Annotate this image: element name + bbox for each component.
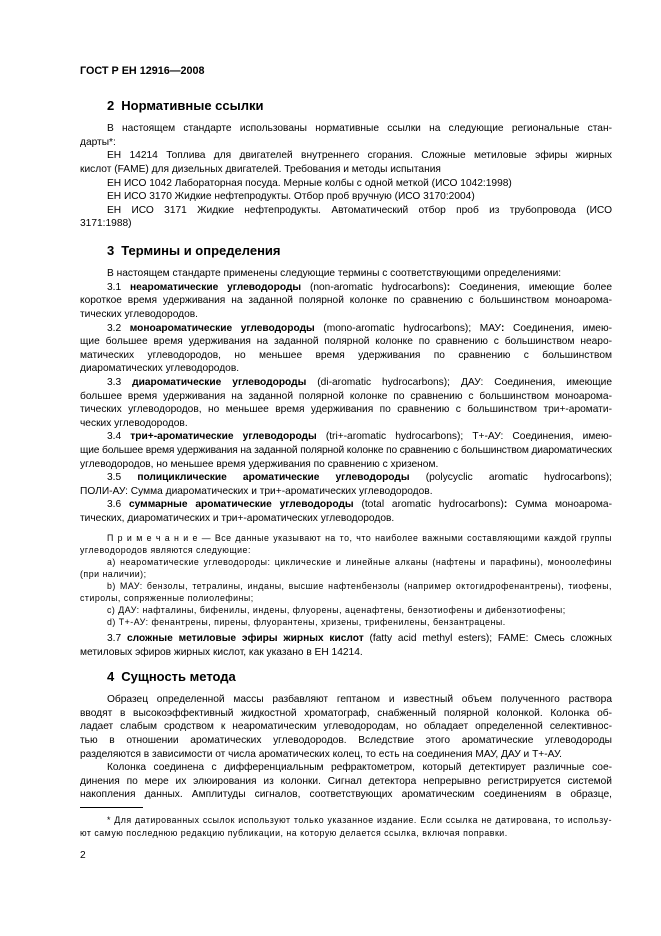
text-run: щие большее время удерживания на заданной полярной колонке по сравнению с большинством неаро- [80, 336, 612, 348]
text-line [80, 444, 612, 458]
text-line [80, 190, 612, 204]
paragraph [80, 498, 612, 525]
text-line [80, 707, 612, 721]
paragraph [80, 376, 612, 430]
text-run: матических углеводородов, но меньшее время удерживания по сравнению с большинством [80, 349, 612, 361]
text-line [80, 335, 612, 349]
paragraph [80, 632, 612, 659]
text-line [80, 788, 612, 802]
text-line [80, 204, 612, 218]
text-run: (fatty acid methyl esters); FAME: Смесь сложных [363, 633, 612, 645]
text-run: 3.5 [107, 472, 138, 484]
term-bold: полициклические ароматические углеводороды [137, 472, 410, 484]
text-run: d) Т+-АУ: фенантрены, пирены, флуорантены, хризены, трифенилены, бензантрацены. [107, 617, 506, 627]
text-run: углеводородов, но меньшее время удерживания по сравнению с хризеном. [80, 458, 439, 470]
text-run: большее время удерживания на заданной полярной колонке по сравнению с большинством моноарома- [80, 390, 612, 402]
text-line [80, 403, 612, 417]
text-line [80, 616, 612, 628]
text-line [80, 485, 612, 499]
page-number: 2 [80, 850, 86, 861]
paragraph [80, 430, 612, 471]
text-run: ческих углеводородов. [80, 417, 188, 429]
text-run: тических углеводородов, но меньшее время удерживания по сравнению с большинством три+-аромати- [80, 404, 612, 416]
text-line [80, 362, 612, 376]
text-line [80, 349, 612, 363]
section-number: 2 [107, 98, 115, 113]
text-line [80, 498, 612, 512]
text-run: накопления данных. Амплитуды сигналов, соответствующих ароматическим соединениям в образце, [80, 789, 612, 801]
text-run: тических, диароматических и три+-ароматических углеводородов. [80, 512, 395, 524]
section-heading [107, 243, 281, 259]
text-run: метиловых эфиров жирных кислот, как указано в ЕН 14214. [80, 646, 363, 658]
paragraph [80, 693, 612, 761]
paragraph [80, 616, 612, 628]
text-line [80, 512, 612, 526]
section-number: 3 [107, 243, 115, 258]
text-line [80, 748, 612, 762]
paragraph [80, 471, 612, 498]
text-line [80, 417, 612, 431]
text-run: разделяются в зависимости от числа ароматических колец, то есть на соединения МАУ, ДАУ и Т+-АУ. [80, 748, 562, 760]
text-run: ЕН ИСО 3171 Жидкие нефтепродукты. Автоматический отбор проб из трубопровода (ИСО [107, 204, 612, 216]
text-run: b) МАУ: бензолы, тетралины, инданы, высшие нафтенбензолы (например октогидрофенантрены), тиофены, [107, 581, 612, 591]
text-line [80, 580, 612, 592]
text-run: (tri+-aromatic hydrocarbons); Т+-АУ: Соединения, имею- [316, 431, 612, 443]
section-heading [107, 669, 236, 685]
text-run: 3.2 [107, 322, 130, 334]
text-line [80, 149, 612, 163]
section-body [80, 267, 612, 525]
text-run: ЕН ИСО 1042 Лабораторная посуда. Мерные колбы с одной меткой (ИСО 1042:1998) [107, 177, 512, 189]
text-line [80, 604, 612, 616]
text-run: щие большее время удерживания на заданной полярной колонке по сравнению с большинством диароматических [80, 444, 612, 456]
text-run: стиролы, сопряженные полиолефины; [80, 593, 254, 603]
note-block [80, 532, 612, 628]
text-line [80, 376, 612, 390]
text-line [80, 308, 612, 322]
text-line [80, 136, 612, 150]
text-line [80, 720, 612, 734]
text-line [80, 122, 612, 136]
text-line [80, 471, 612, 485]
paragraph [80, 580, 612, 604]
term-bold: : [503, 499, 508, 511]
text-run: П р и м е ч а н и е — Все данные указывают на то, что наиболее важными составляющими каждой группы [107, 533, 612, 543]
text-run: (mono-aromatic hydrocarbons); МАУ [314, 322, 502, 334]
text-run: c) ДАУ: нафталины, бифенилы, индены, флуорены, аценафтены, бензотиофены и дибензотиофены; [107, 605, 566, 615]
footnote-rule [80, 807, 143, 808]
section-title: Сущность метода [121, 669, 236, 684]
text-line [80, 592, 612, 604]
text-run: ют самую последнюю редакцию публикации, на которую делается ссылка, включая поправки. [80, 827, 508, 838]
text-line [80, 761, 612, 775]
section-heading [107, 98, 263, 114]
term-bold: три+-ароматические углеводороды [130, 431, 317, 443]
section-title: Термины и определения [121, 243, 281, 258]
term-bold: неароматические углеводороды [130, 281, 302, 293]
text-run: ладает слабым сродством к неароматическим углеводородам, но обладает определенной селективнос- [80, 721, 612, 733]
text-run: (polycyclic aromatic hydrocarbons); [409, 472, 612, 484]
text-run: * Для датированных ссылок используют только указанное издание. Если ссылка не датирована, то использу- [107, 814, 612, 825]
text-line [80, 177, 612, 191]
text-run: вводят в высокоэффективный жидкостной хроматограф, снабженный полярной колонкой. Колонка об- [80, 707, 612, 719]
text-run: ЕН ИСО 3170 Жидкие нефтепродукты. Отбор проб вручную (ИСО 3170:2004) [107, 191, 475, 203]
text-run: (di-aromatic hydrocarbons); ДАУ: Соединения, имеющие [306, 376, 613, 388]
section-body [80, 693, 612, 802]
text-line [80, 430, 612, 444]
text-line [80, 775, 612, 789]
text-run: Колонка соединена с дифференциальным рефрактометром, который детектирует различные сое- [107, 762, 612, 774]
term-bold: : [446, 281, 451, 293]
section-body [80, 632, 612, 659]
text-run: 3.1 [107, 281, 130, 293]
paragraph [80, 532, 612, 556]
text-run: a) неароматические углеводороды: циклические и линейные алканы (нафтены и парафины), моноолефины [107, 557, 612, 567]
text-run: В настоящем стандарте применены следующие термины с соответствующими определениями: [107, 268, 562, 280]
text-line [80, 163, 612, 177]
text-line [80, 390, 612, 404]
text-run: кислот (FAME) для дизельных двигателей. Требования и методы испытания [80, 163, 441, 175]
text-line [80, 568, 612, 580]
term-bold: суммарные ароматические углеводороды [128, 499, 354, 511]
text-line [80, 556, 612, 568]
text-line [80, 734, 612, 748]
text-line [80, 458, 612, 472]
footnote-block [80, 814, 612, 840]
text-line [80, 814, 612, 827]
section-title: Нормативные ссылки [121, 98, 264, 113]
paragraph [80, 122, 612, 149]
text-line [80, 693, 612, 707]
text-run: 3171:1988) [80, 218, 132, 230]
text-run: ЕН 14214 Топлива для двигателей внутреннего сгорания. Сложные метиловые эфиры жирных [107, 150, 612, 162]
section-body [80, 122, 612, 231]
text-run: тью в отношении ароматических углеводородов. Вследствие этого ароматические углеводороды [80, 734, 612, 746]
text-run: 3.6 [107, 499, 129, 511]
text-run: короткое время удерживания на заданной полярной колонке по сравнению с большинством моноарома- [80, 295, 612, 307]
text-line [80, 827, 612, 840]
text-run: (total aromatic hydrocarbons) [353, 499, 504, 511]
text-line [80, 322, 612, 336]
term-bold: : [501, 322, 505, 334]
paragraph [80, 204, 612, 231]
text-run: (non-aromatic hydrocarbons) [301, 281, 447, 293]
text-run: 3.3 [107, 376, 133, 388]
term-bold: сложные метиловые эфиры жирных кислот [126, 633, 364, 645]
text-run: 3.4 [107, 431, 131, 443]
text-run: 3.7 [107, 633, 127, 645]
paragraph [80, 149, 612, 176]
paragraph [80, 190, 612, 204]
paragraph [80, 281, 612, 322]
text-run: дарты*: [80, 136, 116, 148]
text-line [80, 544, 612, 556]
paragraph [80, 322, 612, 376]
text-line [80, 281, 612, 295]
paragraph [80, 604, 612, 616]
text-run: Соединения, имею- [504, 322, 612, 334]
text-run: динения по мере их элюирования из колонки. Сигнал детектора непрерывно регистрируется системой [80, 775, 612, 787]
term-bold: диароматические углеводороды [132, 376, 307, 388]
paragraph [80, 556, 612, 580]
text-run: Соединения, имеющие более [450, 281, 612, 293]
paragraph [80, 814, 612, 840]
document-code-header: ГОСТ Р ЕН 12916—2008 [80, 65, 205, 77]
text-run: тических углеводородов. [80, 308, 199, 320]
text-line [80, 532, 612, 544]
text-line [80, 267, 612, 281]
text-run: (при наличии); [80, 569, 147, 579]
text-line [80, 217, 612, 231]
text-line [80, 646, 612, 660]
text-run: Образец определенной массы разбавляют гептаном и известный объем полученного раствора [107, 694, 612, 706]
text-run: диароматических углеводородов. [80, 363, 240, 375]
paragraph [80, 761, 612, 802]
term-bold: моноароматические углеводороды [129, 322, 315, 334]
text-run: углеводородов являются следующие: [80, 545, 251, 555]
paragraph [80, 177, 612, 191]
text-run: В настоящем стандарте использованы нормативные ссылки на следующие региональные стан- [107, 123, 612, 135]
text-run: ПОЛИ-АУ: Сумма диароматических и три+-ароматических углеводородов. [80, 485, 433, 497]
text-line [80, 294, 612, 308]
section-number: 4 [107, 669, 115, 684]
text-run: Сумма моноарома- [507, 499, 612, 511]
text-line [80, 632, 612, 646]
paragraph [80, 267, 612, 281]
